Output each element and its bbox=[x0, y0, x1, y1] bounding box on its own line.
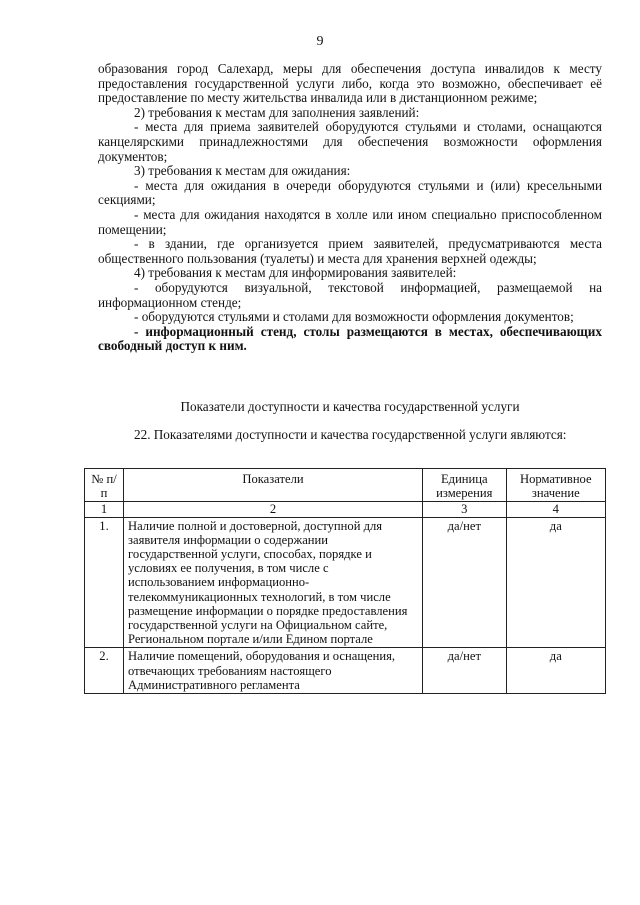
column-number: 3 bbox=[423, 502, 507, 517]
header-indicator: Показатели bbox=[124, 469, 423, 502]
header-unit: Единица измерения bbox=[423, 469, 507, 502]
paragraph-bold: - информационный стенд, столы размещаются в местах, обеспечивающих свободный доступ к ним. bbox=[98, 323, 602, 354]
table-row bbox=[85, 517, 606, 648]
column-number: 2 bbox=[124, 502, 423, 517]
row-unit: да/нет bbox=[423, 648, 507, 694]
column-numbers-row bbox=[85, 502, 606, 517]
indicators-table bbox=[84, 468, 606, 694]
paragraph: - места для ожидания в очереди оборудуются стульями и (или) кресельными секциями; bbox=[98, 177, 602, 208]
header-norm: Нормативное значение bbox=[506, 469, 605, 502]
paragraph: 4) требования к местам для информирования заявителей: bbox=[134, 265, 457, 281]
table-header-row bbox=[85, 469, 606, 502]
row-norm: да bbox=[506, 648, 605, 694]
page-number: 9 bbox=[316, 34, 324, 49]
header-num: № п/п bbox=[85, 469, 124, 502]
table-row bbox=[85, 648, 606, 694]
section-heading: Показатели доступности и качества государственной услуги bbox=[180, 399, 520, 414]
paragraph-22: 22. Показателями доступности и качества государственной услуги являются: bbox=[134, 427, 567, 442]
paragraph: - места для ожидания находятся в холле или ином специально приспособленном помещении; bbox=[98, 206, 602, 237]
paragraph: - оборудуются стульями и столами для возможности оформления документов; bbox=[134, 309, 574, 325]
paragraph: 3) требования к местам для ожидания: bbox=[134, 163, 351, 179]
paragraph: - в здании, где организуется прием заявителей, предусматриваются места общественного пользования (туалеты) и места для хранения верхней одежды; bbox=[98, 236, 602, 266]
column-number: 1 bbox=[85, 502, 124, 517]
row-num: 1. bbox=[85, 517, 124, 648]
paragraph: - места для приема заявителей оборудуются стульями и столами, оснащаются канцелярскими принадлежностями для обеспечения возможности оформления документов; bbox=[98, 119, 602, 164]
column-number: 4 bbox=[506, 502, 605, 517]
paragraph: 2) требования к местам для заполнения заявлений: bbox=[134, 104, 420, 120]
row-unit: да/нет bbox=[423, 517, 507, 648]
paragraph: образования город Салехард, меры для обеспечения доступа инвалидов к месту предоставления государственной услуги либо, когда это возможно, обеспечивает её предоставление по месту жительства инвалида или в дистанционном режиме; bbox=[98, 61, 602, 106]
row-num: 2. bbox=[85, 648, 124, 694]
row-indicator: Наличие помещений, оборудования и оснащения, отвечающих требованиям настоящего Административного регламента bbox=[124, 648, 423, 694]
body-text bbox=[98, 62, 602, 354]
row-norm: да bbox=[506, 517, 605, 648]
row-indicator: Наличие полной и достоверной, доступной для заявителя информации о содержании государственной услуги, способах, порядке и условиях ее получения, в том числе с использованием информационно-телекоммуникационных технологий, в том числе размещение информации о порядке предоставления государственной услуги на Официальном сайте, Региональном портале и/или Едином портале bbox=[124, 517, 423, 648]
paragraph: - оборудуются визуальной, текстовой информацией, размещаемой на информационном стенде; bbox=[98, 279, 602, 310]
